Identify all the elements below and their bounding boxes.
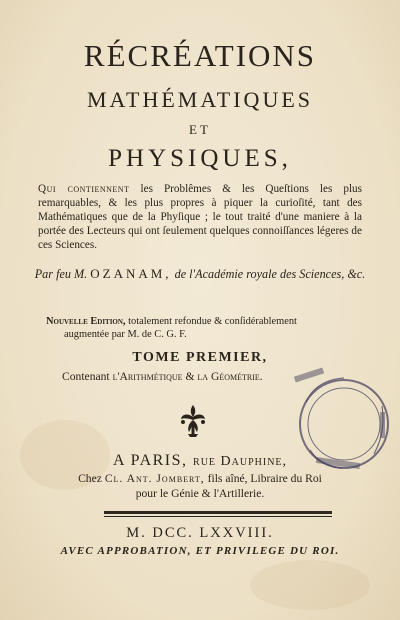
publisher-prefix: Chez [78, 472, 102, 485]
volume-title: TOME PREMIER, [132, 350, 268, 365]
divider-rule-thin [104, 516, 332, 517]
title-line-physiques: PHYSIQUES, [108, 145, 292, 172]
edition-statement [46, 316, 366, 341]
imprint-street: rue Dauphine, [193, 454, 288, 469]
publication-year: M. DCC. LXXVIII. [126, 525, 274, 541]
library-stamp-icon [286, 362, 394, 480]
author-name: OZANAM, [90, 266, 172, 281]
edition-text-1: totalement refondue & conſidérablement [128, 316, 297, 327]
publisher-rest: fils aîné, Libraire du Roi [207, 472, 322, 485]
title-line-mathematiques: MATHÉMATIQUES [87, 87, 313, 112]
author-line [34, 266, 366, 282]
edition-label: Nouvelle Edition, [46, 316, 126, 327]
contents-prefix: Contenant [62, 370, 110, 383]
description-text: les Problêmes & les Queſtions les plus remarquables, & les plus propres à piquer la curioſité, tant des Mathématiques que de la Phyſique ; le tout traité d'une maniere à la portée des Lecteurs qui ont ſeulement quelques connoiſſances légeres de ces Sciences. [38, 183, 363, 251]
divider-rule [104, 511, 332, 514]
approbation-line: AVEC APPROBATION, ET PRIVILEGE DU ROI. [60, 545, 340, 557]
contents-text: l'Arithmétique & la Géométrie. [112, 370, 263, 383]
title-line-et: ET [189, 122, 211, 137]
author-prefix: Par feu M. [34, 267, 88, 281]
edition-text-2: augmentée par M. de C. G. F. [64, 328, 187, 340]
description-lead: Qui contiennent [38, 183, 130, 195]
imprint-publisher-line-2: pour le Génie & l'Artillerie. [135, 487, 265, 500]
subtitle-description [38, 182, 362, 252]
imprint-city-name: A PARIS, [112, 452, 188, 469]
author-affiliation: de l'Académie royale des Sciences, &c. [174, 267, 366, 281]
title-line-recreations: RÉCRÉATIONS [83, 38, 317, 73]
fleuron-ornament-icon [178, 403, 208, 439]
paper-stain [250, 560, 370, 610]
publisher-name: Cl. Ant. Jombert, [104, 472, 205, 485]
